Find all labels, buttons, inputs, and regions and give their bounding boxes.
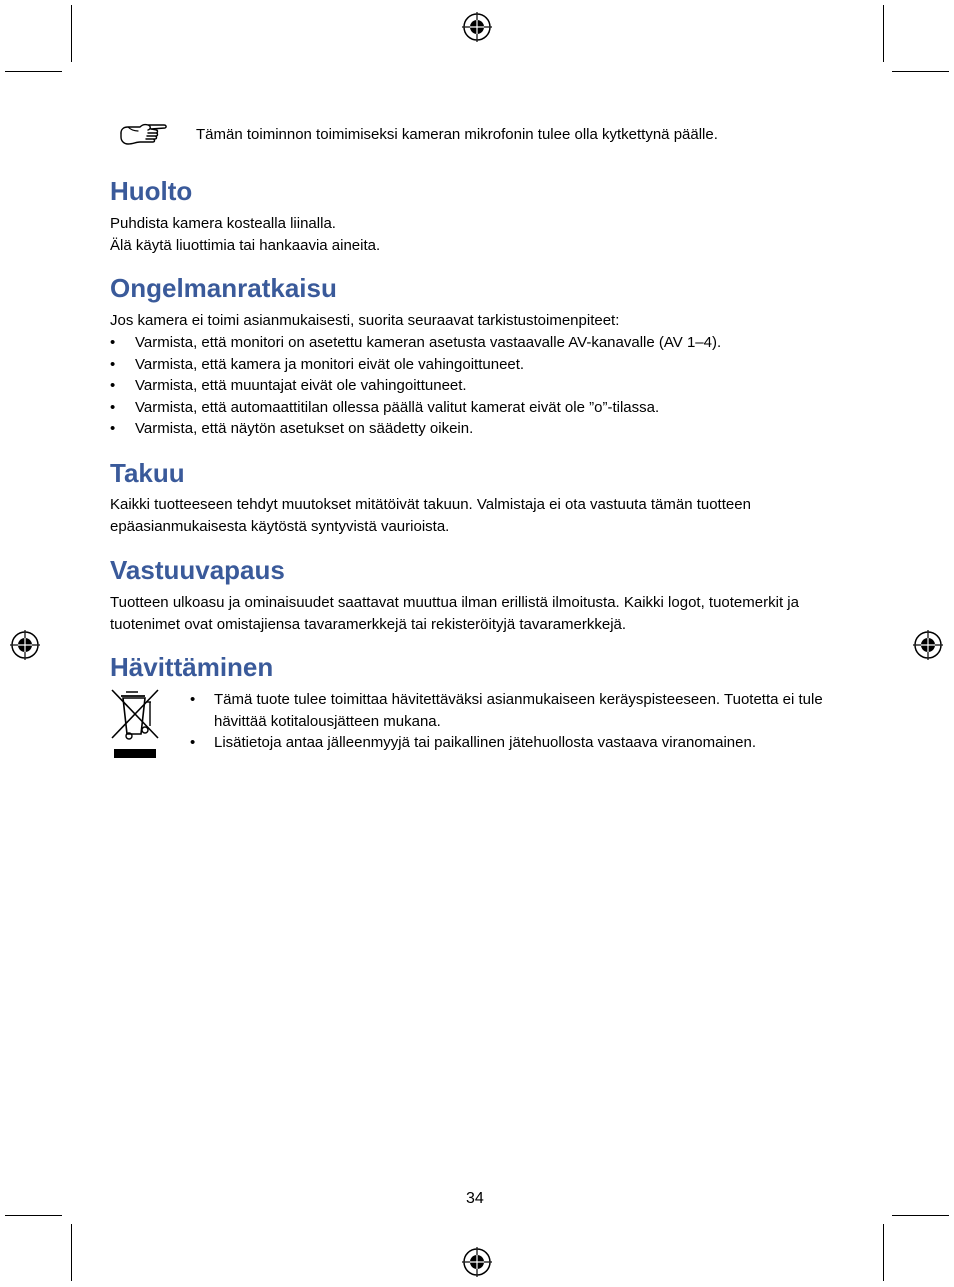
section-title-troubleshooting: Ongelmanratkaisu [110,273,337,303]
crop-mark [892,71,949,72]
list-item: • Varmista, että muuntajat eivät ole vahingoittuneet. [110,375,721,397]
disclaimer-text: Tuotteen ulkoasu ja ominaisuudet saattavat muuttua ilman erillistä ilmoitusta. Kaikki logot, tuotemerkit ja tuotenimet ovat omistajiensa tavaramerkkejä tai rekisteröityjä tavaramerkkejä. [110,594,799,633]
list-item: • Varmista, että monitori on asetettu kameran asetusta vastaavalle AV-kanavalle (AV 1–4). [110,332,721,354]
disposal-list [190,689,850,754]
section-title-maintenance: Huolto [110,176,193,206]
crop-mark [883,5,884,62]
crop-mark [71,5,72,62]
section-title-disclaimer: Vastuuvapaus [110,555,285,585]
warranty-text: Kaikki tuotteeseen tehdyt muutokset mitätöivät takuun. Valmistaja ei ota vastuuta tämän tuotteen epäasianmukaisesta käytöstä syntyvistä vaurioista. [110,496,751,535]
crop-mark [883,1224,884,1281]
maintenance-line: Älä käytä liuottimia tai hankaavia aineita. [110,237,381,254]
list-item: • Varmista, että automaattitilan ollessa päällä valitut kamerat eivät ole ”ο”-tilassa. [110,397,721,419]
list-item: • Tämä tuote tulee toimittaa hävitettäväksi asianmukaiseen keräyspisteeseen. Tuotetta ei tule hävittää kotitalousjätteen mukana. [190,689,850,732]
page-number: 34 [466,1190,484,1207]
crop-mark [5,1215,62,1216]
registration-mark-icon [461,1246,493,1278]
pointing-hand-icon [118,122,168,148]
registration-mark-icon [912,629,944,661]
registration-mark-icon [9,629,41,661]
crop-mark [71,1224,72,1281]
note-text: Tämän toiminnon toimimiseksi kameran mikrofonin tulee olla kytkettynä päälle. [196,126,718,143]
maintenance-line: Puhdista kamera kostealla liinalla. [110,215,336,232]
section-title-warranty: Takuu [110,458,185,488]
list-item: • Varmista, että kamera ja monitori eivät ole vahingoittuneet. [110,354,721,376]
crop-mark [5,71,62,72]
crossed-out-wheelie-bin-icon [108,686,162,762]
list-item: • Varmista, että näytön asetukset on säädetty oikein. [110,418,721,440]
list-item: • Lisätietoja antaa jälleenmyyjä tai paikallinen jätehuollosta vastaava viranomainen. [190,732,850,754]
troubleshooting-intro: Jos kamera ei toimi asianmukaisesti, suorita seuraavat tarkistustoimenpiteet: [110,312,620,329]
crop-mark [892,1215,949,1216]
troubleshooting-list [110,332,721,440]
registration-mark-icon [461,11,493,43]
section-title-disposal: Hävittäminen [110,652,274,682]
